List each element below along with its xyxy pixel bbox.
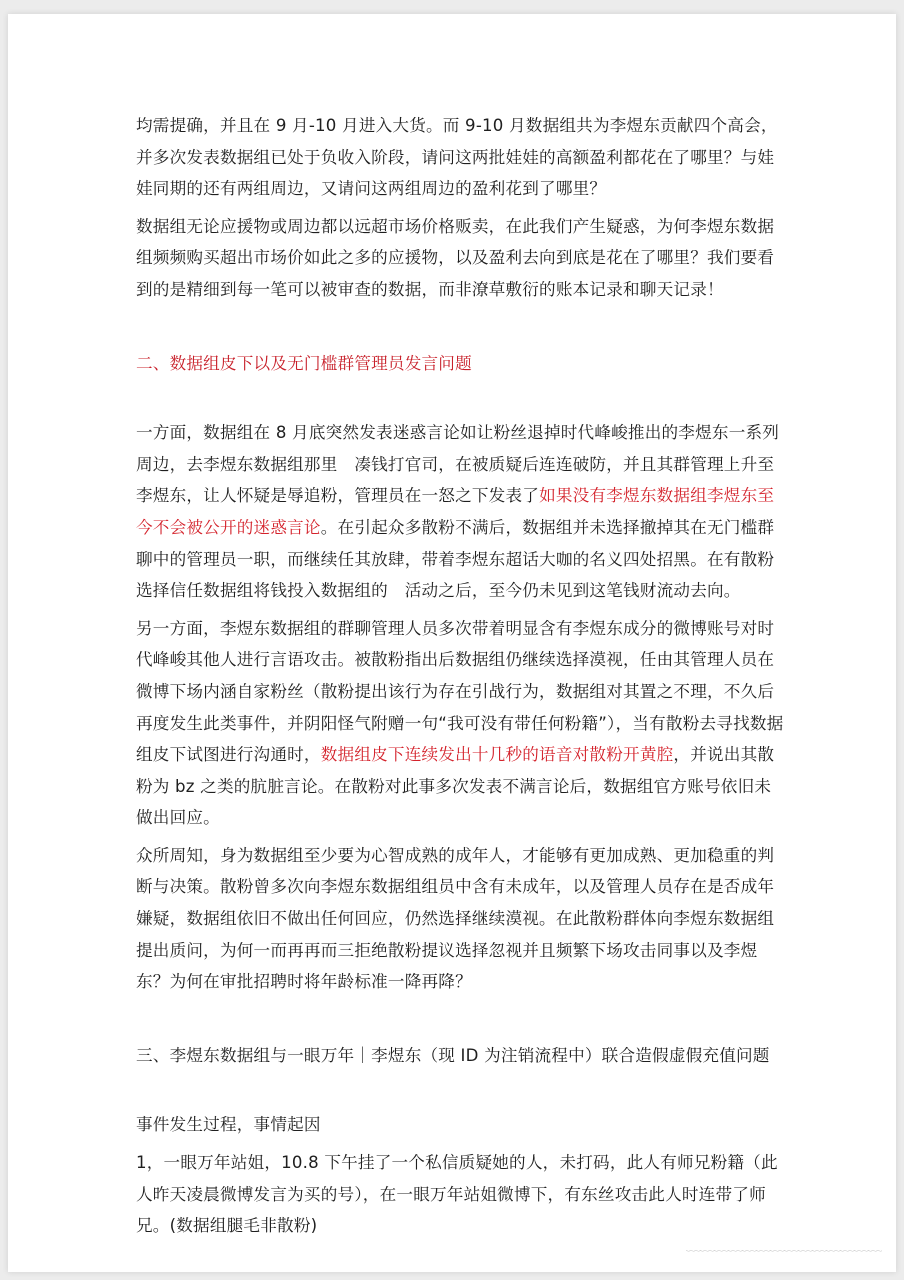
paragraph-3-text-b: 。在引起众多散粉不满后，数据组并未选择撤掉其在无门槛群聊中的管理员一职，而继续任其放肆，带着李煜东超话大咖的名义四处招黑。在有散粉选择信任数据组将钱投入数据组的 活动之后，至今仍未见到这笔钱财流动去向。 xyxy=(136,517,775,601)
paragraph-4-highlight: 数据组皮下连续发出十几秒的语音对散粉开黄腔 xyxy=(320,745,674,765)
paragraph-4-text-a: 另一方面，李煜东数据组的群聊管理人员多次带着明显含有李煜东成分的微博账号对时代峰峻其他人进行言语攻击。被散粉指出后数据组仍继续选择漠视，任由其管理人员在微博下场内涵自家粉丝（散粉提出该行为存在引战行为，数据组对其置之不理，不久后再度发生此类事件，并阴阳怪气附赠一句“我可没有带任何粉籍”），当有散粉去寻找数据组皮下试图进行沟通时， xyxy=(136,618,784,765)
watermark: ﹏﹏﹏﹏﹏﹏﹏﹏﹏﹏﹏﹏﹏﹏ xyxy=(685,1236,882,1254)
paragraph-6: 1，一眼万年站姐，10.8 下午挂了一个私信质疑她的人，未打码，此人有师兄粉籍（此人昨天凌晨微博发言为买的号），在一眼万年站姐微博下，有东丝攻击此人时连带了师兄。(数据组腿毛非散粉) xyxy=(136,1153,778,1236)
paragraph-5: 众所周知，身为数据组至少要为心智成熟的成年人，才能够有更加成熟、更加稳重的判断与决策。散粉曾多次向李煜东数据组组员中含有未成年，以及管理人员存在是否成年嫌疑，数据组依旧不做出任何回应，仍然选择继续漠视。在此散粉群体向李煜东数据组提出质问，为何一而再再而三拒绝散粉提议选择忽视并且频繁下场攻击同事以及李煜东？为何在审批招聘时将年龄标准一降再降？ xyxy=(136,845,775,992)
paragraph-1: 均需提确，并且在 9 月-10 月进入大货。而 9-10 月数据组共为李煜东贡献四个高会，并多次发表数据组已处于负收入阶段，请问这两批娃娃的高额盈利都花在了哪里？与娃娃同期的还有两组周边，又请问这两组周边的盈利花到了哪里？ xyxy=(136,116,778,199)
section-heading-3: 三、李煜东数据组与一眼万年｜李煜东（现 ID 为注销流程中）联合造假虚假充值问题 xyxy=(136,1045,770,1065)
paragraph-3-highlight: 如果没有李煜东数据组李煜东至今不会被公开的迷惑言论 xyxy=(136,486,775,537)
paragraph-3-text-a: 一方面，数据组在 8 月底突然发表迷惑言论如让粉丝退掉时代峰峻推出的李煜东一系列周边，去李煜东数据组那里 凑钱打官司，在被质疑后连连破防，并且其群管理上升至李煜东，让人怀疑是辱追粉，管理员在一怒之下发表了 xyxy=(136,423,780,506)
document-body xyxy=(136,110,786,1248)
paragraph-4 xyxy=(136,613,786,834)
paragraph-2: 数据组无论应援物或周边都以远超市场价格贩卖，在此我们产生疑惑，为何李煜东数据组频频购买超出市场价如此之多的应援物，以及盈利去向到底是花在了哪里？我们要看到的是精细到每一笔可以被审查的数据，而非潦草敷衍的账本记录和聊天记录！ xyxy=(136,216,775,299)
paragraph-4-text-b: ，并说出其散粉为 bz 之类的肮脏言论。在散粉对此事多次发表不满言论后，数据组官方账号依旧未做出回应。 xyxy=(136,745,775,828)
subheading-cause: 事件发生过程，事情起因 xyxy=(136,1115,321,1135)
document-page xyxy=(8,14,896,1272)
paragraph-3 xyxy=(136,417,786,607)
section-heading-2: 二、数据组皮下以及无门槛群管理员发言问题 xyxy=(136,353,472,373)
